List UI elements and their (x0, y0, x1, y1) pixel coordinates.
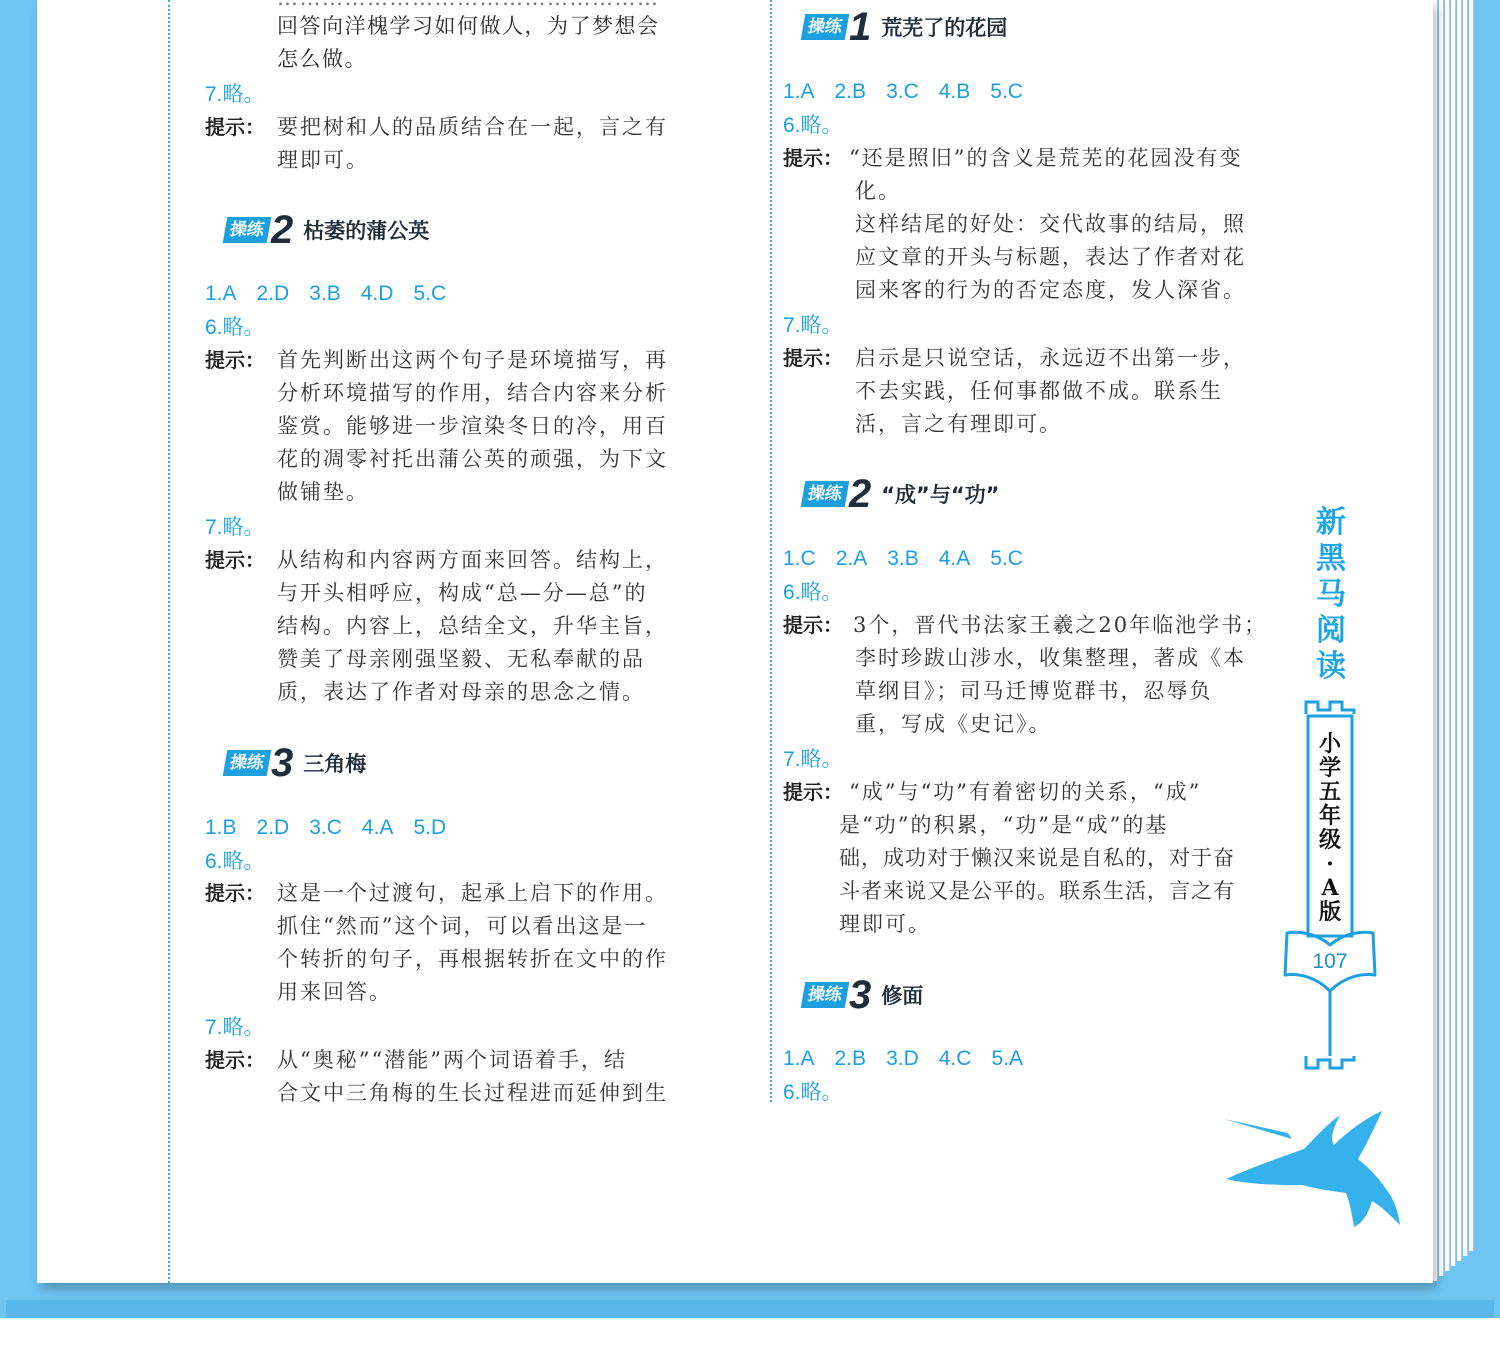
answer-item: 1.A (783, 1047, 815, 1070)
hint-label: 提示： (783, 146, 843, 170)
answer-item: 5.C (990, 80, 1023, 103)
hint-line: 李时珍跋山涉水，收集整理，著成《本 (855, 646, 1246, 670)
hint-line: 个转折的句子，再根据转折在文中的作 (277, 947, 668, 971)
hint-line: 化。 (855, 179, 901, 203)
section-heading (225, 210, 429, 250)
page-number: 107 (1312, 950, 1348, 973)
hint-line: 分析环境描写的作用，结合内容来分析 (277, 381, 668, 405)
answer-item: 2.A (835, 547, 868, 570)
answer-item: 3.B (309, 282, 341, 305)
answer-row (205, 813, 466, 843)
answer-row (783, 544, 1043, 574)
hint-line: 从结构和内容两方面来回答。结构上， (277, 548, 668, 572)
hint-label: 提示： (205, 1048, 265, 1072)
practice-badge: 操练 (223, 750, 272, 776)
answer-item: 3.C (886, 80, 919, 103)
hint-line: 启示是只说空话，永远迈不出第一步， (855, 346, 1246, 370)
answer-item: 4.D (360, 282, 394, 305)
question-7-answer: 7.略。 (783, 314, 843, 337)
hint-line: 这样结尾的好处：交代故事的结局，照 (855, 212, 1246, 236)
question-7-answer: 7.略。 (205, 83, 265, 106)
answer-item: 2.B (834, 80, 867, 103)
hint-line: 用来回答。 (277, 980, 392, 1004)
answer-item: 4.B (938, 80, 971, 103)
practice-badge: 操练 (801, 14, 850, 40)
section-number: 3 (271, 741, 294, 785)
hint-line: 3个，晋代书法家王羲之20年临池学书； (853, 613, 1268, 637)
text-line: 怎么做。 (277, 47, 367, 71)
hint-line: 理即可。 (839, 912, 931, 936)
book-page-edge (1433, 0, 1438, 1281)
practice-badge: 操练 (801, 982, 850, 1008)
section-heading (225, 743, 366, 783)
hummingbird-icon (1222, 1105, 1404, 1230)
hint-label: 提示： (205, 881, 265, 905)
hint-line: 质，表达了作者对母亲的思念之情。 (277, 680, 645, 704)
hint-line: 结构。内容上，总结全文，升华主旨， (277, 614, 668, 638)
answer-item: 5.C (990, 547, 1023, 570)
book-page-edge (1451, 0, 1456, 1266)
hint-line: 赞美了母亲刚强坚毅、无私奉献的品 (277, 647, 645, 671)
answer-item: 5.C (413, 282, 447, 305)
hint-line: 础，成功对于懒汉来说是自私的，对于奋 (839, 846, 1235, 870)
hint-line: 花的凋零衬托出蒲公英的顽强，为下文 (277, 447, 668, 471)
answer-item: 2.D (256, 816, 290, 839)
answer-item: 1.A (205, 282, 237, 305)
question-6-answer: 6.略。 (783, 581, 843, 604)
section-title: “成”与“功” (881, 483, 1000, 507)
answer-item: 4.C (938, 1047, 972, 1070)
hint-line: 鉴赏。能够进一步渲染冬日的冷，用百 (277, 414, 668, 438)
answer-item: 1.B (205, 816, 237, 839)
grade-char: 版 (1318, 899, 1341, 925)
hint-line: 这是一个过渡句，起承上启下的作用。 (277, 881, 668, 905)
question-7-answer: 7.略。 (205, 1016, 265, 1039)
section-number: 3 (849, 973, 872, 1017)
hint-line: 要把树和人的品质结合在一起，言之有 (277, 115, 668, 139)
answer-item: 3.B (887, 547, 919, 570)
hint-line: 与开头相呼应，构成“总—分—总”的 (277, 581, 648, 605)
answer-row (783, 1044, 1043, 1074)
brand-char: 马 (1316, 577, 1346, 612)
hint-label: 提示： (205, 548, 265, 572)
hint-line: 园来客的行为的否定态度，发人深省。 (855, 278, 1246, 302)
hint-line: 不去实践，任何事都做不成。联系生 (855, 379, 1223, 403)
answer-item: 2.D (256, 282, 290, 305)
section-heading (803, 474, 999, 514)
question-6-answer: 6.略。 (205, 850, 265, 873)
hint-line: 应文章的开头与标题，表达了作者对花 (855, 245, 1246, 269)
hint-line: 是“功”的积累，“功”是“成”的基 (839, 813, 1169, 837)
hint-label: 提示： (783, 613, 843, 637)
brand-char: 阅 (1316, 613, 1346, 648)
book-page-edge (1469, 0, 1474, 1251)
grade-char: 五 (1318, 779, 1341, 805)
section-number: 1 (849, 5, 872, 49)
grade-label (1313, 732, 1347, 924)
hint-line: “还是照旧”的含义是荒芜的花园没有变 (849, 146, 1243, 170)
answer-row (783, 77, 1043, 107)
page-frame-shadow (6, 1300, 1494, 1318)
question-7-answer: 7.略。 (783, 748, 843, 771)
hint-line: 做铺垫。 (277, 480, 369, 504)
answer-item: 4.A (938, 547, 971, 570)
practice-badge: 操练 (801, 481, 850, 507)
answer-item: 5.A (991, 1047, 1023, 1070)
question-7-answer: 7.略。 (205, 516, 265, 539)
hint-line: 斗者来说又是公平的。联系生活，言之有 (839, 879, 1235, 903)
hint-label: 提示： (205, 348, 265, 372)
book-page-edge (1439, 0, 1444, 1276)
answer-item: 5.D (413, 816, 447, 839)
hint-line: 理即可。 (277, 148, 369, 172)
answer-item: 1.C (783, 547, 816, 570)
section-title: 荒芜了的花园 (881, 16, 1008, 40)
section-title: 枯萎的蒲公英 (303, 219, 430, 243)
brand-char: 黑 (1316, 541, 1346, 576)
column-divider-dotted-line (770, 0, 772, 1102)
answer-row (205, 279, 466, 309)
question-6-answer: 6.略。 (783, 1081, 843, 1104)
section-title: 三角梅 (303, 752, 367, 776)
section-heading (803, 7, 1007, 47)
hint-label: 提示： (783, 780, 843, 804)
hint-line: 活，言之有理即可。 (855, 412, 1062, 436)
hint-line: 草纲目》；司马迁博览群书，忍辱负 (855, 679, 1213, 703)
question-6-answer: 6.略。 (783, 114, 843, 137)
answer-item: 3.C (309, 816, 342, 839)
section-number: 2 (849, 472, 872, 516)
hint-line: 抓住“然而”这个词，可以看出这是一 (277, 914, 648, 938)
left-margin-dotted-line (168, 0, 170, 1283)
section-number: 2 (271, 208, 294, 252)
answer-item: 4.A (361, 816, 394, 839)
text-line: 回答向洋槐学习如何做人，为了梦想会 (277, 14, 660, 38)
hint-line: “成”与“功”有着密切的关系，“成” (849, 780, 1202, 804)
grade-char: · (1326, 851, 1334, 877)
practice-badge: 操练 (223, 217, 272, 243)
answer-item: 3.D (886, 1047, 919, 1070)
hint-label: 提示： (205, 115, 265, 139)
hint-line: 合文中三角梅的生长过程进而延伸到生 (277, 1081, 668, 1105)
grade-char: 小 (1318, 731, 1341, 757)
book-page-edge (1457, 0, 1462, 1261)
brand-char: 新 (1316, 505, 1346, 540)
hint-line: 重，写成《史记》。 (855, 712, 1052, 736)
brand-vertical-title (1303, 505, 1359, 685)
answer-item: 1.A (783, 80, 815, 103)
hint-label: 提示： (783, 346, 843, 370)
hint-line: 首先判断出这两个句子是环境描写，再 (277, 348, 668, 372)
book-page-edge (1445, 0, 1450, 1271)
grade-char: A (1321, 875, 1339, 901)
answer-item: 2.B (834, 1047, 867, 1070)
section-heading (803, 975, 923, 1015)
grade-char: 年 (1318, 803, 1341, 829)
section-title: 修面 (881, 984, 924, 1008)
grade-char: 学 (1318, 755, 1341, 781)
grade-char: 级 (1318, 827, 1341, 853)
book-page-edge (1463, 0, 1468, 1256)
brand-char: 读 (1316, 649, 1346, 684)
hint-line: 从“奥秘”“潜能”两个词语着手，结 (277, 1048, 627, 1072)
question-6-answer: 6.略。 (205, 316, 265, 339)
